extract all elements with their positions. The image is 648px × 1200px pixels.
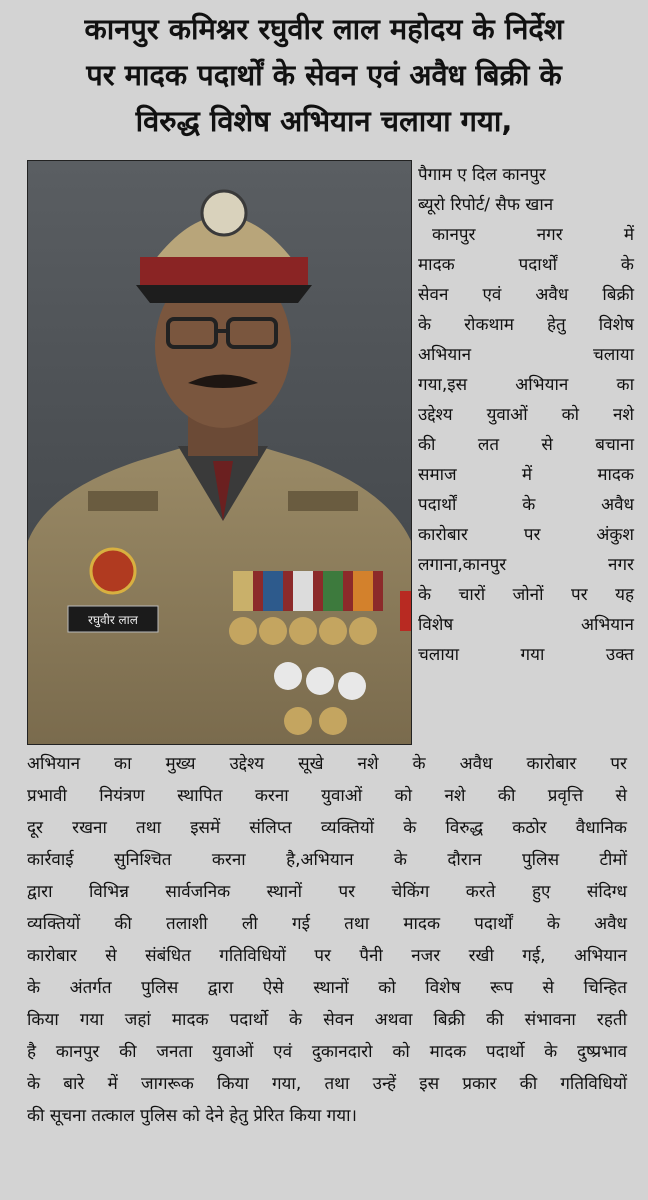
article-line: पैगाम ए दिल कानपुर — [418, 165, 546, 185]
officer-photo — [27, 160, 412, 745]
headline — [0, 6, 648, 144]
article-side-column — [418, 160, 634, 670]
article-line: सेवन एवं अवैध बिक्री — [418, 285, 634, 305]
article-line: चलाया गया उक्त — [418, 645, 634, 665]
article-line: की सूचना तत्काल पुलिस को देने हेतु प्रेरित किया गया। — [27, 1106, 357, 1126]
article-line: व्यक्तियों की तलाशी ली गई तथा मादक पदार्थों के अवैध — [27, 914, 627, 934]
article-line: उद्देश्य युवाओं को नशे — [418, 405, 634, 425]
article-line: प्रभावी नियंत्रण स्थापित करना युवाओं को नशे की प्रवृत्ति से — [27, 786, 627, 806]
article-line: ब्यूरो रिपोर्ट/ सैफ खान — [418, 195, 554, 215]
name-tag: रघुवीर लाल — [88, 613, 138, 627]
article-line: गया,इस अभियान का — [418, 375, 634, 395]
article-line: के अंतर्गत पुलिस द्वारा ऐसे स्थानों को विशेष रूप से चिन्हित — [27, 978, 627, 998]
article-line: है कानपुर की जनता युवाओं एवं दुकानदारो को मादक पदार्थो के दुष्प्रभाव — [27, 1042, 627, 1062]
headline-line-2: पर मादक पदार्थों के सेवन एवं अवैध बिक्री के — [86, 58, 562, 92]
article-line: द्वारा विभिन्न सार्वजनिक स्थानों पर चेकिंग करते हुए संदिग्ध — [27, 882, 627, 902]
article-line: समाज में मादक — [418, 465, 634, 485]
article-line: विशेष अभियान — [418, 615, 634, 635]
article-line: कारोबार पर अंकुश — [418, 525, 634, 545]
article-line: के बारे में जागरूक किया गया, तथा उन्हें इस प्रकार की गतिविधियों — [27, 1074, 627, 1094]
article-line: दूर रखना तथा इसमें संलिप्त व्यक्तियों के विरुद्ध कठोर वैधानिक — [27, 818, 627, 838]
article-line: के चारों जोनों पर यह — [418, 585, 634, 605]
article-line: किया गया जहां मादक पदार्थो के सेवन अथवा बिक्री की संभावना रहती — [27, 1010, 627, 1030]
article-line: अभियान का मुख्य उद्देश्य सूखे नशे के अवैध कारोबार पर — [27, 754, 627, 774]
article-line: अभियान चलाया — [418, 345, 634, 365]
headline-line-1: कानपुर कमिश्नर रघुवीर लाल महोदय के निर्देश — [84, 12, 564, 46]
article-full-column — [27, 748, 627, 1132]
article-line: पदार्थों के अवैध — [418, 495, 634, 515]
article-line: कारोबार से संबंधित गतिविधियों पर पैनी नजर रखी गई, अभियान — [27, 946, 627, 966]
article-line: के रोकथाम हेतु विशेष — [418, 315, 634, 335]
headline-line-3: विरुद्ध विशेष अभियान चलाया गया, — [135, 104, 513, 138]
article-line: लगाना,कानपुर नगर — [418, 555, 634, 575]
article-line: कार्रवाई सुनिश्चित करना है,अभियान के दौरान पुलिस टीमों — [27, 850, 627, 870]
officer-portrait-illustration — [28, 161, 411, 744]
article-line: कानपुर नगर में — [432, 225, 634, 245]
article-line: मादक पदार्थों के — [418, 255, 634, 275]
article-line: की लत से बचाना — [418, 435, 634, 455]
